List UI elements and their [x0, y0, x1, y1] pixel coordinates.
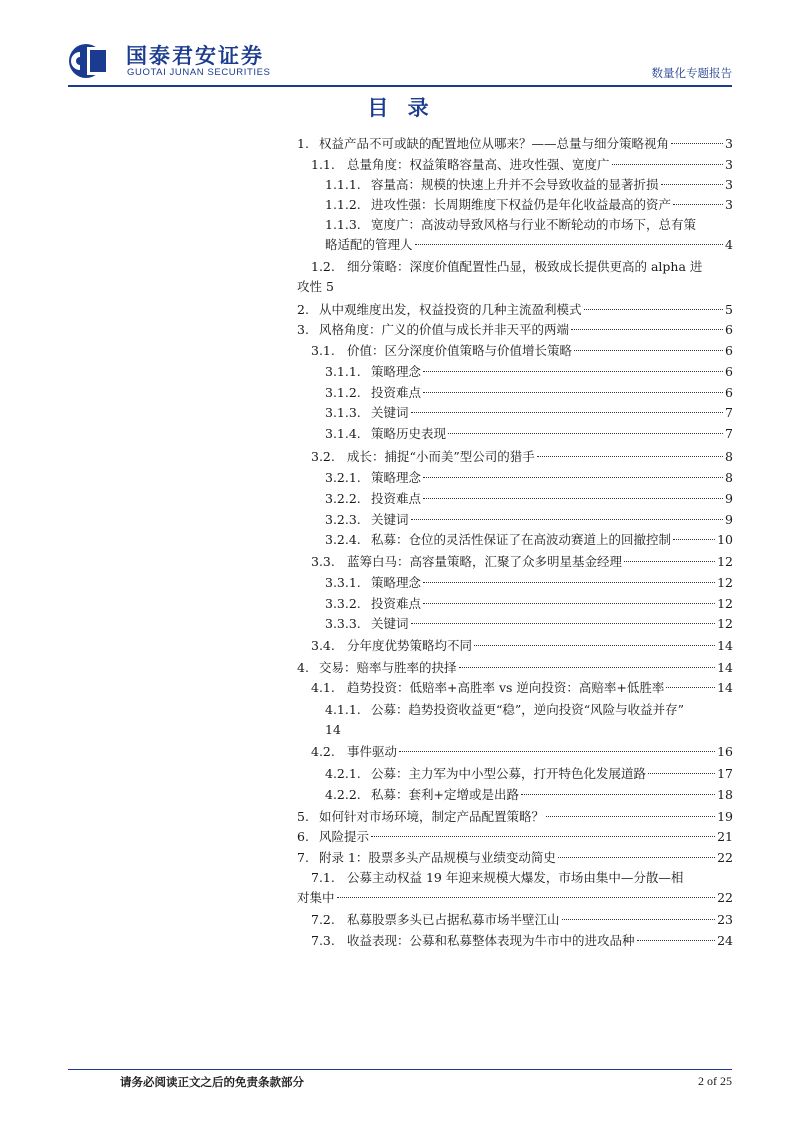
- toc-entry-number: 3.2.1.: [325, 470, 361, 485]
- toc-entry-page: 3: [725, 197, 733, 212]
- toc-dot-leader: [459, 667, 716, 668]
- toc-entry[interactable]: [325, 468, 733, 488]
- toc-entry-number: 3.3.1.: [325, 575, 361, 590]
- toc-entry-number: 7.: [297, 850, 309, 865]
- toc-entry[interactable]: [325, 594, 733, 614]
- toc-dot-leader: [448, 433, 723, 434]
- toc-entry-number: 3.2.: [311, 449, 335, 464]
- toc-entry-title: 公募：主力军为中小型公募，打开特色化发展道路: [371, 766, 647, 781]
- toc-dot-leader: [423, 477, 723, 478]
- toc-entry-title: 投资难点: [371, 491, 422, 506]
- toc-dot-leader: [546, 816, 715, 817]
- toc-entry-page: 6: [725, 343, 733, 358]
- toc-entry[interactable]: [311, 447, 733, 467]
- toc-entry-page: 12: [717, 596, 733, 611]
- toc-entry-title: 容量高：规模的快速上升并不会导致收益的显著折损: [371, 177, 659, 192]
- toc-entry[interactable]: [325, 195, 733, 215]
- toc-entry-page: 6: [725, 364, 733, 379]
- toc-entry[interactable]: [311, 636, 733, 656]
- page-number: 2 of 25: [698, 1074, 732, 1088]
- company-name-en: GUOTAI JUNAN SECURITIES: [127, 67, 271, 78]
- toc-dot-leader: [411, 519, 724, 520]
- toc-entry-title: 总量角度：权益策略容量高、进攻性强、宽度广: [347, 157, 610, 172]
- toc-entry-title: 趋势投资：低赔率+高胜率 vs 逆向投资：高赔率+低胜率: [347, 680, 665, 695]
- toc-entry-number: 4.: [297, 660, 309, 675]
- toc-dot-leader: [584, 309, 724, 310]
- toc-dot-leader: [423, 582, 715, 583]
- toc-entry-number: 3.1.2.: [325, 385, 361, 400]
- toc-entry-number: 7.2.: [311, 912, 335, 927]
- toc-entry-page: 8: [725, 470, 733, 485]
- toc-entry[interactable]: [297, 848, 733, 868]
- toc-entry-number: 1.1.: [311, 157, 335, 172]
- toc-entry-title: 公募：趋势投资收益更“稳”，逆向投资“风险与收益并存”: [371, 702, 685, 717]
- toc-entry-number: 3.4.: [311, 638, 335, 653]
- toc-entry-page: 6: [725, 385, 733, 400]
- toc-entry-title: 私募：仓位的灵活性保证了在高波动赛道上的回撤控制: [371, 532, 672, 547]
- toc-dot-leader: [558, 857, 715, 858]
- toc-entry-number: 3.3.: [311, 554, 335, 569]
- toc-entry-number: 3.2.3.: [325, 512, 361, 527]
- toc-entry[interactable]: [325, 215, 733, 255]
- toc-dot-leader: [648, 773, 715, 774]
- toc-dot-leader: [671, 143, 723, 144]
- toc-entry-number: 4.2.: [311, 744, 335, 759]
- toc-dot-leader: [661, 184, 724, 185]
- toc-title: 目 录: [367, 96, 435, 120]
- toc-entry-number: 1.1.3.: [325, 217, 361, 232]
- toc-entry[interactable]: [311, 678, 733, 698]
- toc-entry-title: 成长：捕捉“小而美”型公司的猎手: [347, 449, 535, 464]
- toc-entry-number: 1.2.: [311, 259, 335, 274]
- toc-entry[interactable]: [311, 910, 733, 930]
- toc-entry-page: 6: [725, 322, 733, 337]
- toc-entry-title: 宽度广：高波动导致风格与行业不断轮动的市场下，总有策: [371, 217, 697, 232]
- toc-entry[interactable]: [297, 827, 733, 847]
- toc-entry-number: 3.2.2.: [325, 491, 361, 506]
- toc-entry-page: 12: [717, 616, 733, 631]
- toc-entry-page: 24: [717, 933, 733, 948]
- toc-entry[interactable]: [325, 424, 733, 444]
- toc-entry-number: 3.1.4.: [325, 426, 361, 441]
- toc-entry-page: 23: [717, 912, 733, 927]
- toc-entry-page: 9: [725, 512, 733, 527]
- toc-dot-leader: [411, 412, 724, 413]
- toc-entry[interactable]: [311, 155, 733, 175]
- toc-entry-page: 12: [717, 575, 733, 590]
- toc-entry-title-continued: 对集中: [297, 890, 335, 905]
- toc-entry-title: 细分策略：深度价值配置性凸显，极致成长提供更高的 alpha 进: [347, 259, 703, 274]
- toc-entry-number: 4.1.: [311, 680, 335, 695]
- toc-entry-number: 1.: [297, 136, 309, 151]
- toc-entry[interactable]: [325, 510, 733, 530]
- toc-entry-title: 蓝筹白马：高容量策略，汇聚了众多明星基金经理: [347, 554, 623, 569]
- toc-entry[interactable]: [325, 573, 733, 593]
- toc-entry-number: 3.3.2.: [325, 596, 361, 611]
- toc-entry-page: 7: [725, 426, 733, 441]
- toc-entry-number: 3.: [297, 322, 309, 337]
- toc-entry-number: 5.: [297, 809, 309, 824]
- toc-dot-leader: [337, 897, 716, 898]
- toc-entry-title: 私募：套利+定增或是出路: [371, 787, 519, 802]
- toc-entry-title: 如何针对市场环境，制定产品配置策略？: [319, 809, 545, 824]
- toc-entry[interactable]: [311, 742, 733, 762]
- toc-dot-leader: [474, 645, 715, 646]
- toc-entry[interactable]: [297, 658, 733, 678]
- toc-entry-title: 交易：赔率与胜率的抉择: [319, 660, 457, 675]
- toc-dot-leader: [423, 603, 715, 604]
- toc-entry-title: 策略理念: [371, 470, 422, 485]
- toc-entry-page: 22: [717, 890, 733, 905]
- toc-dot-leader: [521, 794, 715, 795]
- toc-entry-page: 12: [717, 554, 733, 569]
- toc-entry[interactable]: [325, 764, 733, 784]
- toc-entry[interactable]: [325, 362, 733, 382]
- report-type: 数量化专题报告: [651, 66, 732, 80]
- toc-dot-leader: [423, 371, 723, 372]
- footer-divider: [68, 1069, 732, 1070]
- toc-dot-leader: [371, 836, 715, 837]
- toc-entry[interactable]: [325, 614, 733, 634]
- toc-dot-leader: [673, 539, 715, 540]
- toc-entry-page: 18: [717, 787, 733, 802]
- toc-entry[interactable]: [311, 552, 733, 572]
- toc-entry-page: 9: [725, 491, 733, 506]
- toc-entry[interactable]: [297, 257, 733, 297]
- toc-entry-title: 策略理念: [371, 364, 422, 379]
- toc-entry-number: 1.1.2.: [325, 197, 361, 212]
- toc-entry[interactable]: [297, 868, 733, 908]
- toc-entry-page: 4: [725, 237, 733, 252]
- toc-entry-title: 进攻性强：长周期维度下权益仍是年化收益最高的资产: [371, 197, 672, 212]
- toc-dot-leader: [537, 456, 723, 457]
- toc-dot-leader: [666, 687, 715, 688]
- toc-entry-title: 风险提示: [319, 829, 370, 844]
- toc-entry[interactable]: [311, 931, 733, 951]
- toc-entry-number: 3.3.3.: [325, 616, 361, 631]
- company-name-cn: 国泰君安证券: [126, 44, 264, 68]
- toc-entry-number: 4.2.2.: [325, 787, 361, 802]
- toc-entry-page: 7: [725, 405, 733, 420]
- toc-entry-page: 8: [725, 449, 733, 464]
- toc-entry-title: 策略历史表现: [371, 426, 447, 441]
- toc-entry[interactable]: [325, 489, 733, 509]
- toc-entry-page: 5: [725, 302, 733, 317]
- toc-entry-page: 17: [717, 766, 733, 781]
- toc-entry-page: 19: [717, 809, 733, 824]
- footer-disclaimer: 请务必阅读正文之后的免责条款部分: [120, 1075, 304, 1089]
- toc-dot-leader: [411, 623, 716, 624]
- toc-entry[interactable]: [325, 175, 733, 195]
- toc-entry-title: 策略理念: [371, 575, 422, 590]
- page-header: [0, 0, 802, 90]
- toc-entry-title: 权益产品不可或缺的配置地位从哪来？——总量与细分策略视角: [319, 136, 670, 151]
- toc-entry[interactable]: [325, 530, 733, 550]
- toc-entry-number: 3.1.1.: [325, 364, 361, 379]
- toc-entry-title: 分年度优势策略均不同: [347, 638, 473, 653]
- header-divider: [68, 85, 732, 87]
- toc-entry-page: 3: [725, 177, 733, 192]
- toc-entry-number: 3.1.: [311, 343, 335, 358]
- toc-entry-page: 14: [717, 680, 733, 695]
- toc-entry-title: 收益表现：公募和私募整体表现为牛市中的进攻品种: [347, 933, 635, 948]
- toc-entry[interactable]: [325, 383, 733, 403]
- toc-entry[interactable]: [325, 700, 733, 740]
- toc-entry[interactable]: [297, 320, 733, 340]
- toc-entry-number: 7.3.: [311, 933, 335, 948]
- toc-entry-title-continued: 略适配的管理人: [325, 237, 413, 252]
- toc-entry-title: 从中观维度出发，权益投资的几种主流盈利模式: [319, 302, 582, 317]
- toc-dot-leader: [423, 392, 723, 393]
- toc-entry-title: 私募股票多头已占据私募市场半壁江山: [347, 912, 560, 927]
- toc-dot-leader: [612, 164, 724, 165]
- toc-dot-leader: [624, 561, 715, 562]
- toc-entry-title: 投资难点: [371, 385, 422, 400]
- toc-entry-number: 3.2.4.: [325, 532, 361, 547]
- toc-entry-title: 价值：区分深度价值策略与价值增长策略: [347, 343, 573, 358]
- toc-entry-number: 1.1.1.: [325, 177, 361, 192]
- toc-entry-number: 3.1.3.: [325, 405, 361, 420]
- toc-entry-number: 4.1.1.: [325, 702, 361, 717]
- toc-entry-page: 22: [717, 850, 733, 865]
- toc-entry-page: 3: [725, 157, 733, 172]
- toc-entry-number: 4.2.1.: [325, 766, 361, 781]
- toc-entry-page: 10: [717, 532, 733, 547]
- toc-dot-leader: [423, 498, 723, 499]
- toc-entry-page: 14: [717, 660, 733, 675]
- toc-entry[interactable]: [297, 300, 733, 320]
- toc-dot-leader: [637, 940, 716, 941]
- toc-dot-leader: [399, 751, 715, 752]
- toc-entry-number: 6.: [297, 829, 309, 844]
- toc-entry[interactable]: [297, 134, 733, 154]
- toc-dot-leader: [673, 204, 723, 205]
- toc-entry[interactable]: [325, 403, 733, 423]
- toc-entry-page: 14: [717, 638, 733, 653]
- toc-entry-title: 关键词: [371, 405, 409, 420]
- toc-entry-title-continued: 14: [325, 722, 341, 737]
- toc-entry-page: 3: [725, 136, 733, 151]
- toc-entry[interactable]: [311, 341, 733, 361]
- toc-dot-leader: [574, 350, 723, 351]
- toc-entry[interactable]: [297, 807, 733, 827]
- toc-dot-leader: [562, 919, 716, 920]
- toc-entry-title: 投资难点: [371, 596, 422, 611]
- toc-dot-leader: [571, 329, 723, 330]
- toc-entry-title: 事件驱动: [347, 744, 398, 759]
- toc-entry-title: 公募主动权益 19 年迎来规模大爆发，市场由集中—分散—相: [347, 870, 684, 885]
- toc-entry[interactable]: [325, 785, 733, 805]
- toc-entry-number: 7.1.: [311, 870, 335, 885]
- toc-entry-title: 关键词: [371, 512, 409, 527]
- toc-entry-page: 21: [717, 829, 733, 844]
- toc-entry-title: 关键词: [371, 616, 409, 631]
- guotai-junan-logo-icon: [68, 43, 110, 79]
- toc-dot-leader: [415, 244, 724, 245]
- toc-entry-title: 附录 1：股票多头产品规模与业绩变动简史: [319, 850, 556, 865]
- toc-entry-number: 2.: [297, 302, 309, 317]
- toc-entry-title-continued: 攻性 5: [297, 279, 334, 294]
- toc-entry-title: 风格角度：广义的价值与成长并非天平的两端: [319, 322, 570, 337]
- toc-entry-page: 16: [717, 744, 733, 759]
